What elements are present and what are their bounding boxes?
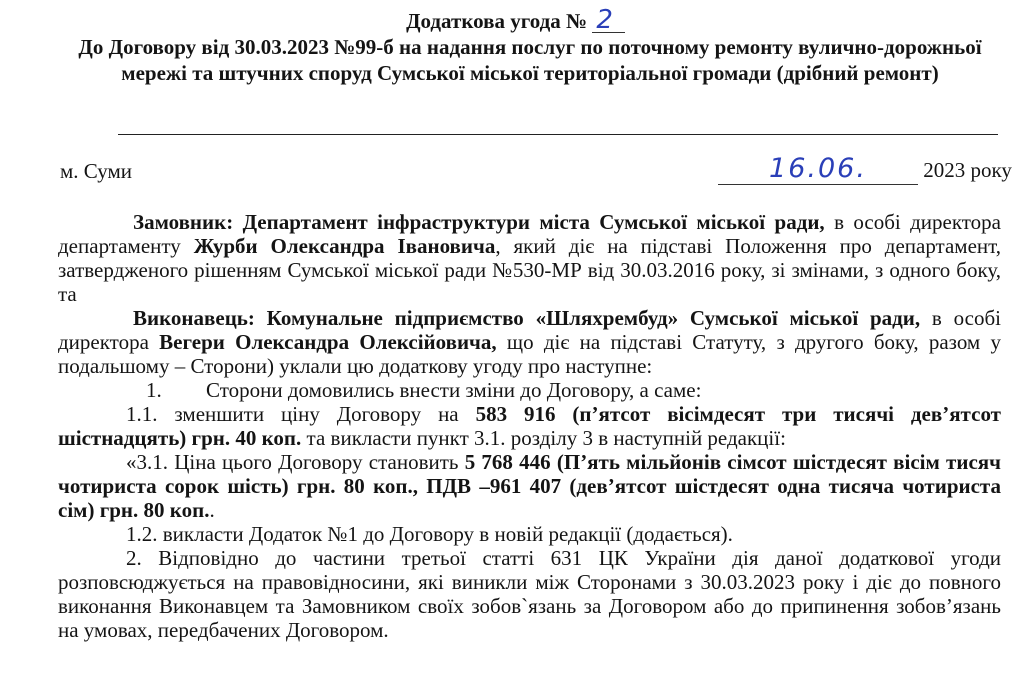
agreement-subtitle: До Договору від 30.03.2023 №99-б на надання послуг по поточному ремонту вулично-дорожньої мережі та штучних споруд Сумської міської територіальної громади (дрібний ремонт) (78, 35, 982, 85)
quote-text: «3.1. Ціна цього Договору становить (126, 450, 465, 474)
contractor-lead: Виконавець: Комунальне підприємство «Шляхрембуд» Сумської міської ради, (133, 306, 921, 330)
signing-date (718, 154, 1012, 185)
quote-end: . (209, 498, 215, 522)
title-prefix: Додаткова угода № (406, 9, 588, 33)
clause-1-1-text-1: 1.1. зменшити ціну Договору на (126, 402, 476, 426)
contractor-text-2: що діє на підставі Статуту, з другого боку, разом у подальшому – Сторони) уклали цю додаткову угоду про наступне: (58, 330, 1001, 378)
place-of-signing: м. Суми (60, 159, 133, 183)
date-year: 2023 року (923, 158, 1012, 182)
contractor-director: Вегери Олександра Олексійовича, (159, 330, 497, 354)
clause-1-2: 1.2. викласти Додаток №1 до Договору в новій редакції (додається). (126, 522, 733, 546)
customer-lead: Замовник: Департамент інфраструктури міста Сумської міської ради, (133, 210, 825, 234)
clause-3-1-quote (58, 450, 1001, 522)
customer-paragraph (58, 210, 1001, 306)
clause-1-1-text-2: та викласти пункт 3.1. розділу 3 в наступній редакції: (301, 426, 786, 450)
contractor-text-1: в особі директора (58, 306, 1001, 354)
clause-1 (58, 378, 1001, 402)
clause-1-text: Сторони домовились внести зміни до Договору, а саме: (206, 378, 702, 402)
clause-1-1-amount: 583 916 (п’ятсот вісімдесят три тисячі дев’ятсот шістнадцять) грн. 40 коп. (58, 402, 1001, 450)
handwritten-date: 16.06. (718, 154, 918, 185)
contractor-paragraph (58, 306, 1001, 378)
quote-price: 5 768 446 (П’ять мільйонів сімсот шістдесят вісім тисяч чотириста сорок шість) грн. 80 коп., ПДВ –961 407 (дев’ятсот шістдесят одна тисяча чотириста сім) грн. 80 коп. (58, 450, 1001, 522)
clause-2: 2. Відповідно до частини третьої статті 631 ЦК України дія даної додаткової угоди розповсюджується на правовідносини, які виникли між Сторонами з 30.03.2023 року і діє до повного виконання Виконавцем та Замовником своїх зобов`язань за Договором або до припинення зобов’язань на умовах, передбачених Договором. (58, 546, 1001, 642)
agreement-title (0, 5, 1031, 35)
agreement-body (58, 210, 1001, 642)
clause-1-number: 1. (146, 378, 162, 402)
customer-text-2: , який діє на підставі Положення про департамент, затвердженого рішенням Сумської міської ради №530-МР від 30.03.2016 року, зі змінами, з одного боку, та (58, 234, 1001, 306)
customer-director: Журби Олександра Івановича (193, 234, 496, 258)
clause-1-1 (58, 402, 1001, 450)
handwritten-agreement-number: 2 (592, 8, 625, 33)
customer-text-1: в особі директора департаменту (58, 210, 1002, 258)
header-underline (118, 134, 998, 135)
